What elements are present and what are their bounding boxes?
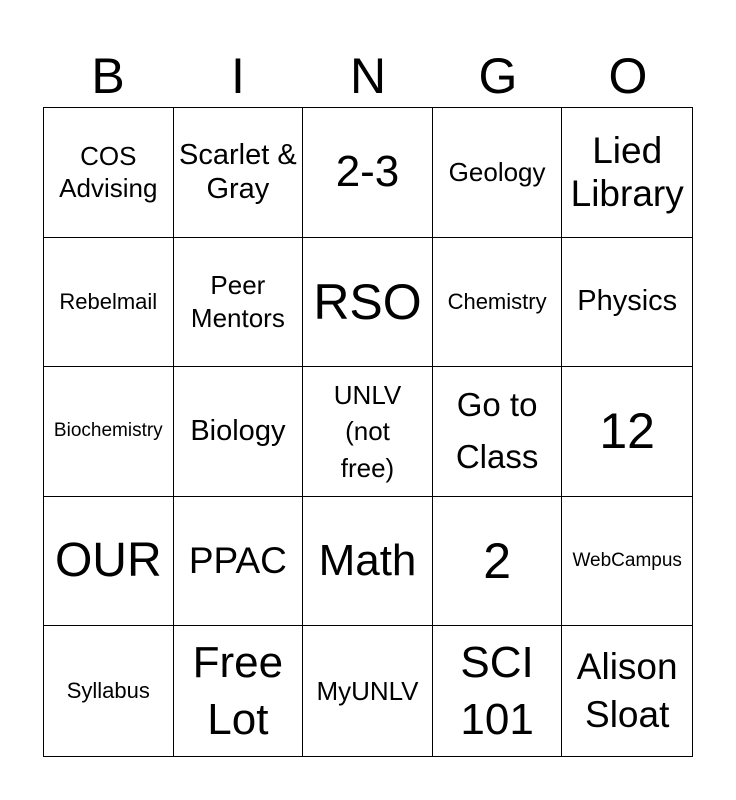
bingo-cell[interactable] [303,108,433,238]
cell-text: Alison Sloat [576,646,678,736]
bingo-cell[interactable] [44,367,174,497]
bingo-cell[interactable] [303,367,433,497]
bingo-card [43,107,693,757]
cell-text: Peer Mentors [190,270,285,333]
bingo-cell[interactable] [562,367,692,497]
header-letter-o: O [608,48,648,104]
cell-text: COS Advising [59,140,158,204]
bingo-cell[interactable] [303,497,433,627]
cell-text: Physics [577,285,678,318]
bingo-cell[interactable] [174,238,304,368]
bingo-cell[interactable] [433,367,563,497]
header-letter-n: N [349,48,387,104]
bingo-cell[interactable] [174,497,304,627]
bingo-cell[interactable] [562,238,692,368]
cell-text: RSO [313,273,422,330]
cell-text: PPAC [188,540,287,582]
cell-text: Math [318,535,417,585]
bingo-cell[interactable] [174,626,304,756]
cell-text: Go to Class [455,385,539,476]
cell-text: Biochemistry [53,420,163,442]
cell-text: Geology [448,157,546,188]
bingo-cell[interactable] [174,367,304,497]
cell-text: MyUNLV [316,675,419,706]
header-letter-i: I [231,48,245,104]
bingo-cell[interactable] [433,108,563,238]
bingo-cell[interactable] [303,238,433,368]
cell-text: 12 [599,403,655,460]
header-letter-b: B [91,48,125,104]
bingo-cell[interactable] [44,108,174,238]
cell-text: UNLV (not free) [333,379,402,483]
bingo-cell[interactable] [433,626,563,756]
bingo-cell[interactable] [44,497,174,627]
cell-text: OUR [54,534,162,588]
bingo-cell[interactable] [433,497,563,627]
cell-text: Free Lot [192,638,284,745]
cell-text: SCI 101 [460,638,534,745]
bingo-cell[interactable] [174,108,304,238]
cell-text: WebCampus [572,549,682,571]
bingo-cell[interactable] [433,238,563,368]
bingo-cell[interactable] [44,238,174,368]
bingo-header [43,44,693,108]
bingo-cell[interactable] [562,108,692,238]
cell-text: Scarlet & Gray [179,138,297,206]
bingo-cell[interactable] [44,626,174,756]
bingo-cell[interactable] [562,497,692,627]
cell-text: 2 [483,533,511,590]
bingo-cell[interactable] [303,626,433,756]
cell-text: Syllabus [66,677,150,703]
cell-text: 2-3 [335,146,400,196]
cell-text: Biology [190,415,286,448]
cell-text: Rebelmail [59,288,158,314]
cell-text: Lied Library [570,130,684,215]
header-letter-g: G [478,48,518,104]
cell-text: Chemistry [447,288,547,314]
bingo-cell[interactable] [562,626,692,756]
